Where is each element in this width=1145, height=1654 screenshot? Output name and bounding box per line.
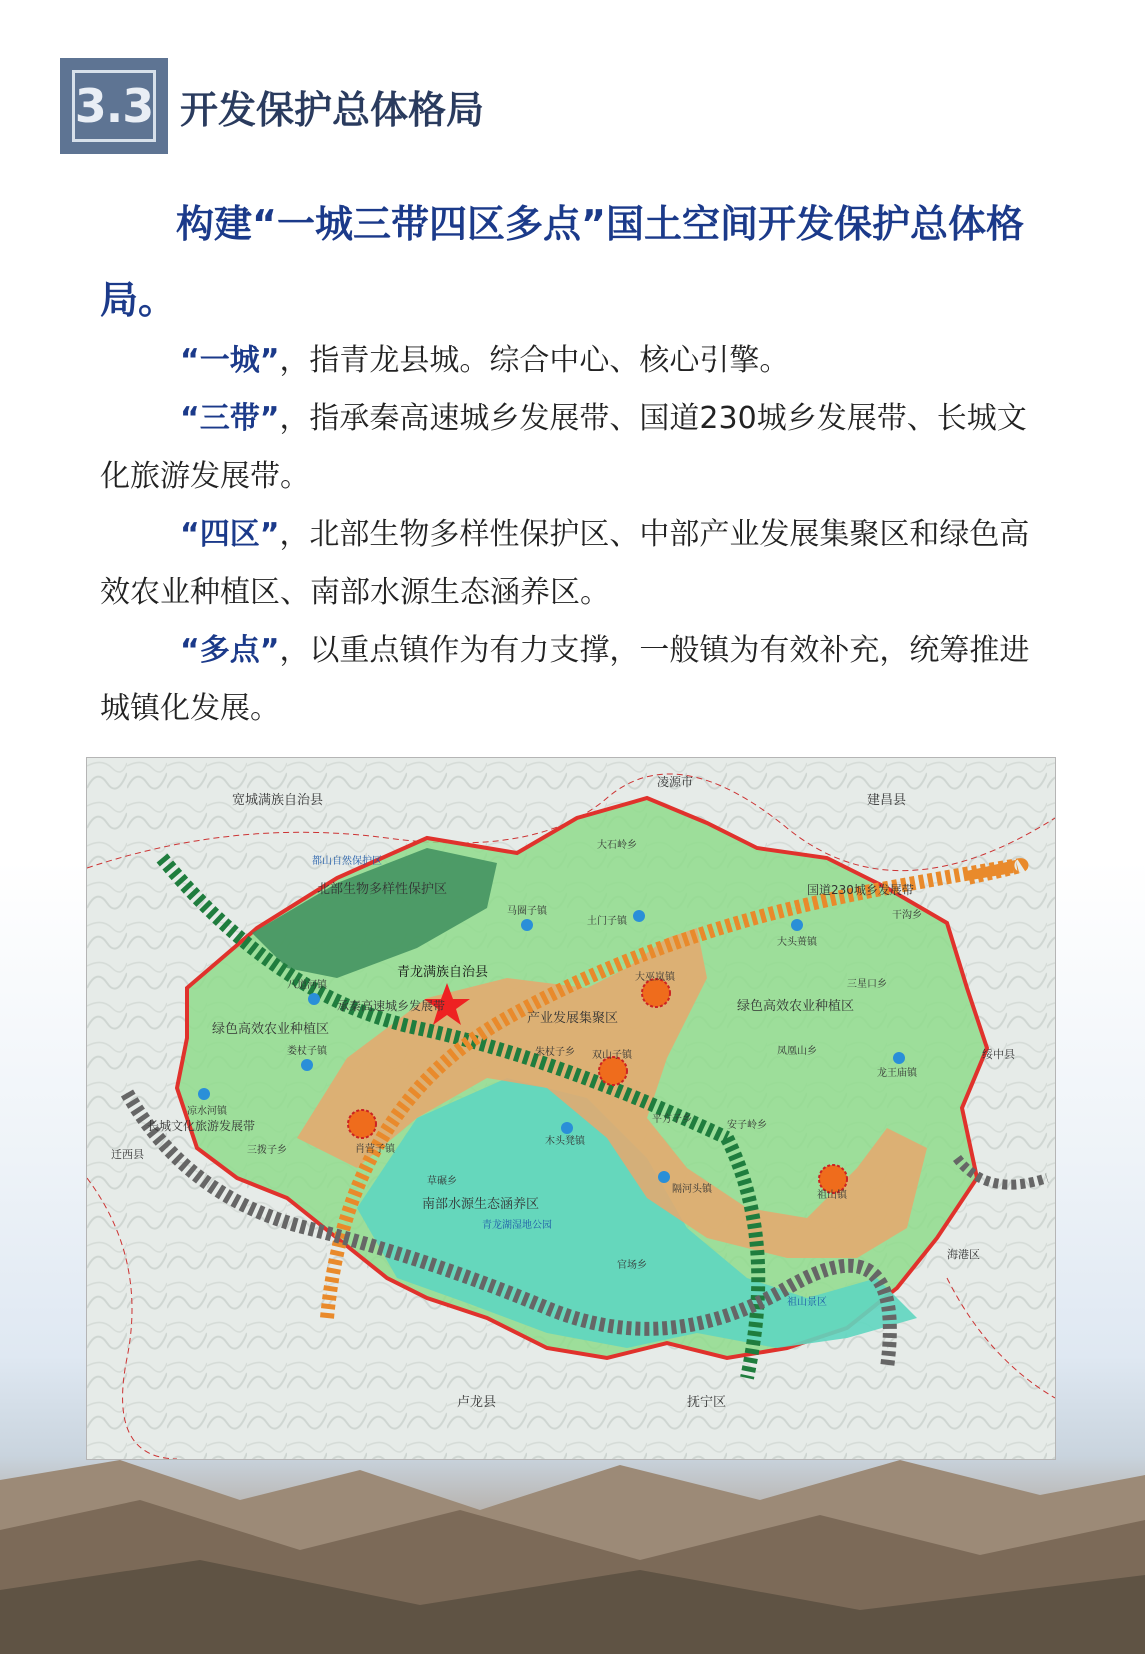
map-label-neighbor: 迁西县 (111, 1148, 144, 1161)
map-label-belt: 国道230城乡发展带 (807, 883, 914, 897)
item-one-city (100, 332, 1040, 390)
item-keyword: “三带” (180, 401, 280, 436)
section-number: 3.3 (74, 79, 154, 133)
map-label-town: 土门子镇 (587, 916, 627, 927)
item-keyword: “一城” (180, 343, 280, 378)
item-multi-points (100, 622, 1040, 738)
map-label-town: 安子岭乡 (727, 1120, 767, 1131)
mountain-background (0, 1440, 1145, 1654)
map-svg (87, 758, 1055, 1459)
map-label-town: 大石岭乡 (597, 840, 637, 851)
item-text: ，指承秦高速城乡发展带、国道230城乡发展带、长城文化旅游发展带。 (100, 401, 1027, 494)
map-label-town: 凤凰山乡 (777, 1046, 817, 1057)
map-label-protected-area: 都山自然保护区 (312, 856, 382, 867)
map-label-town: 平方子乡 (652, 1114, 692, 1125)
map-label-neighbor: 绥中县 (982, 1048, 1015, 1061)
map-label-neighbor: 宽城满族自治县 (232, 793, 324, 808)
map-label-neighbor: 海港区 (947, 1248, 980, 1261)
map-label-town: 大头蒉镇 (777, 937, 817, 948)
map-label-neighbor: 凌源市 (657, 775, 694, 789)
item-text: ，北部生物多样性保护区、中部产业发展集聚区和绿色高效农业种植区、南部水源生态涵养区。 (100, 517, 1030, 610)
map-label-belt: 承秦高速城乡发展带 (337, 999, 446, 1013)
section-title: 开发保护总体格局 (180, 87, 485, 132)
map-label-neighbor: 卢龙县 (457, 1395, 497, 1410)
item-keyword: “多点” (180, 633, 280, 668)
item-three-belts (100, 390, 1040, 506)
map-label-neighbor: 建昌县 (867, 793, 907, 808)
lead-statement: 构建“一城三带四区多点”国土空间开发保护总体格局。 (100, 202, 1024, 322)
map-label-zone: 产业发展集聚区 (527, 1011, 619, 1026)
map-label-protected-area: 青龙湖湿地公园 (482, 1220, 552, 1231)
map-label-town: 木头凳镇 (545, 1136, 585, 1147)
map-label-town: 娄杖子镇 (287, 1046, 327, 1057)
map-label-protected-area: 祖山景区 (787, 1297, 827, 1308)
map-label-zone: 南部水源生态涵养区 (422, 1197, 540, 1212)
item-text: ，以重点镇作为有力支撑，一般镇为有效补充，统筹推进城镇化发展。 (100, 633, 1030, 726)
map-label-zone: 北部生物多样性保护区 (317, 882, 448, 897)
item-keyword: “四区” (180, 517, 280, 552)
map-label-zone: 绿色高效农业种植区 (212, 1022, 330, 1037)
section-header (60, 58, 484, 154)
map-label-town: 朱杖子乡 (535, 1047, 575, 1058)
map-label-town: 官场乡 (617, 1260, 647, 1271)
map-label-key-town: 祖山镇 (817, 1190, 847, 1201)
map-label-town: 八道河镇 (287, 980, 327, 991)
map-label-belt: 长城文化旅游发展带 (147, 1119, 256, 1133)
map-label-zone: 绿色高效农业种植区 (737, 999, 855, 1014)
map-label-town: 草碾乡 (427, 1176, 457, 1187)
map-label-key-town: 肖营子镇 (355, 1144, 395, 1155)
item-text: ，指青龙县城。综合中心、核心引擎。 (279, 343, 790, 378)
map-label-neighbor: 抚宁区 (687, 1395, 727, 1410)
map-label-town: 三拨子乡 (247, 1145, 287, 1156)
map-label-town: 马圈子镇 (507, 906, 547, 917)
spatial-pattern-map (86, 757, 1056, 1460)
map-label-town: 干沟乡 (892, 910, 922, 921)
map-label-county-seat: 青龙满族自治县 (397, 965, 489, 980)
section-number-box (60, 58, 168, 154)
map-label-town: 凉水河镇 (187, 1106, 227, 1117)
map-label-key-town: 双山子镇 (592, 1050, 632, 1061)
map-label-key-town: 大巫岚镇 (635, 972, 675, 983)
map-label-town: 隔河头镇 (672, 1184, 712, 1195)
map-label-town: 三星口乡 (847, 979, 887, 990)
item-four-zones (100, 506, 1040, 622)
map-label-town: 龙王庙镇 (877, 1068, 917, 1079)
